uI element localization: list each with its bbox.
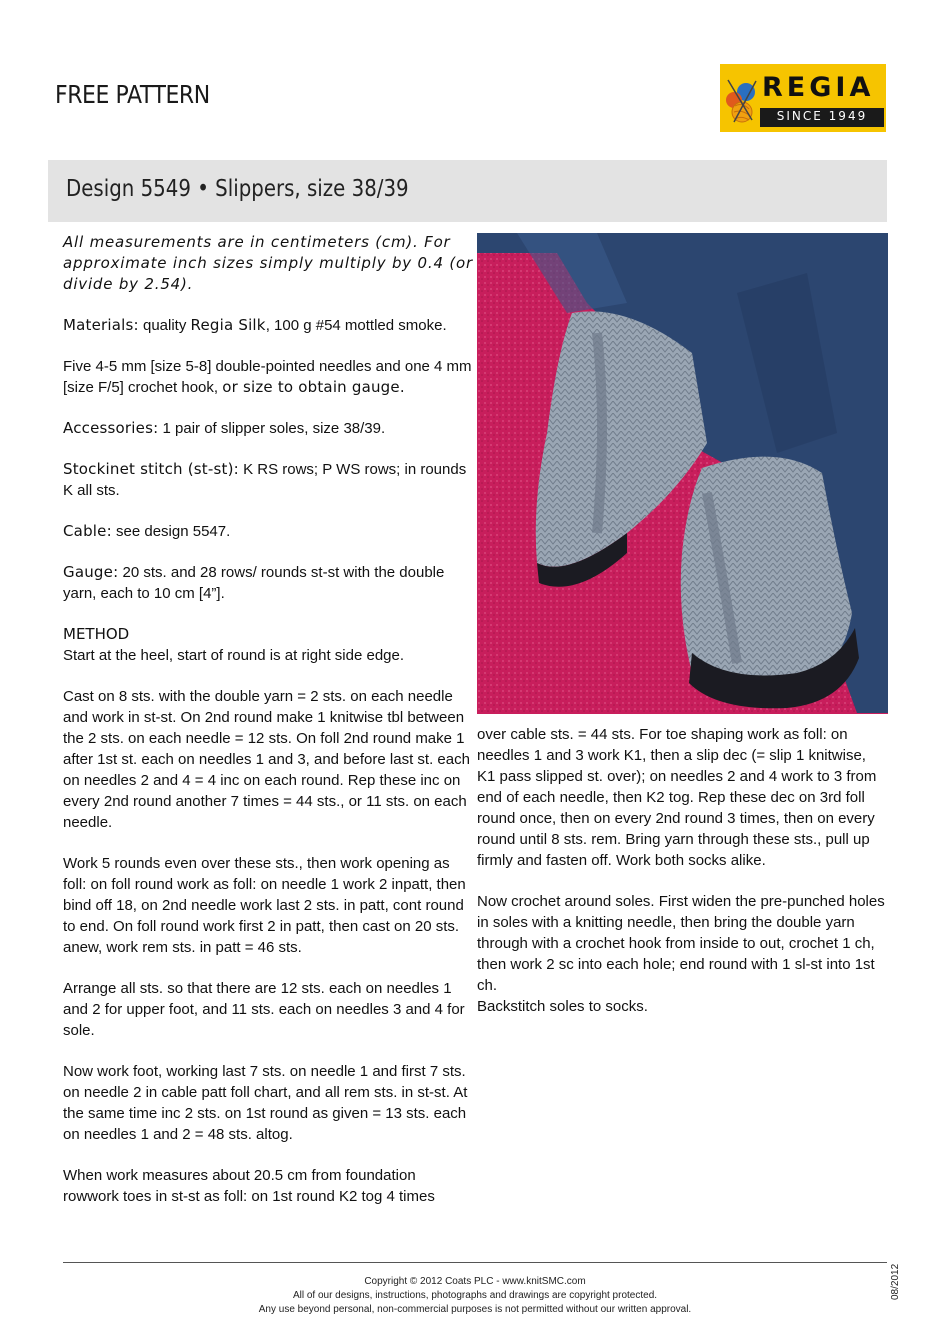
method-paragraph: Backstitch soles to socks. (477, 998, 648, 1015)
right-column (477, 724, 887, 1037)
footer-date: 08/2012 (890, 1263, 901, 1300)
intro-paragraph: All measurements are in centimeters (cm). For approximate inch sizes simply multiply by 0.4 (or divide by 2.54). (63, 233, 473, 293)
stockinet-text: K RS rows; P WS rows; in rounds K all sts. (63, 461, 467, 499)
materials-text-a: quality (138, 317, 191, 334)
footer-usage: Any use beyond personal, non-commercial purposes is not permitted without our written approval. (258, 1304, 692, 1315)
accessories-paragraph (63, 418, 473, 439)
logo-since-text: SINCE 1949 (776, 109, 868, 123)
method-paragraph: Now work foot, working last 7 sts. on needle 1 and first 7 sts. on needle 2 in cable patt foll chart, and all rem sts. in st-st. At the same time inc 2 sts. on 1st round as given = 13 sts. each on needles 1 and 2 = 48 sts. altog. (63, 1063, 468, 1143)
materials-label: Materials: (63, 316, 139, 334)
logo-brand-text: REGIA (762, 72, 875, 103)
slippers-photo (477, 233, 888, 714)
free-pattern-heading: FREE PATTERN (55, 80, 210, 109)
cable-label: Cable: (63, 522, 112, 540)
needles-text: Five 4-5 mm [size 5-8] double-pointed needles and one 4 mm [size F/5] crochet hook, (63, 358, 472, 396)
gauge-paragraph (63, 562, 473, 604)
method-intro: Start at the heel, start of round is at right side edge. (63, 647, 405, 664)
cable-paragraph (63, 521, 473, 542)
materials-quality: Regia Silk (190, 316, 266, 334)
method-paragraph: Work 5 rounds even over these sts., then work opening as foll: on foll round work as foll: on needle 1 work 2 inpatt, then bind off 18, on 2nd needle work last 2 sts. in patt, cont round to end. On foll round work first 2 in patt, then cast on 20 sts. anew, work rem sts. in patt = 46 sts. (63, 855, 466, 956)
method-intro-paragraph (63, 624, 473, 666)
materials-paragraph (63, 315, 473, 336)
method-paragraph: over cable sts. = 44 sts. For toe shaping work as foll: on needles 1 and 3 work K1, then a slip dec (= slip 1 knitwise, K1 pass slipped st. over); on needles 2 and 4 work to 3 from end of each needle, then K2 tog. Rep these dec on 3rd foll round once, then on every 2nd round 3 times, then on every round until 8 sts. rem. Bring yarn through these sts., pull up firmly and fasten off. Work both socks alike. (477, 726, 877, 869)
needles-paragraph (63, 356, 473, 398)
method-label: METHOD (63, 625, 130, 643)
regia-logo (720, 64, 886, 132)
left-column (63, 232, 473, 1227)
footer-rule (63, 1262, 887, 1263)
title-band (48, 160, 887, 222)
accessories-text: 1 pair of slipper soles, size 38/39. (158, 420, 386, 437)
stockinet-label: Stockinet stitch (st-st): (63, 460, 239, 478)
gauge-label: Gauge: (63, 563, 119, 581)
method-paragraph: When work measures about 20.5 cm from foundation rowwork toes in st-st as foll: on 1st round K2 tog 4 times (63, 1167, 435, 1205)
method-paragraph: Arrange all sts. so that there are 12 sts. each on needles 1 and 2 for upper foot, and 11 sts. each on needles 3 and 4 for sole. (63, 980, 465, 1039)
method-paragraph: Cast on 8 sts. with the double yarn = 2 sts. on each needle and work in st-st. On 2nd round make 1 knitwise tbl between the 2 sts. on each needle = 12 sts. On foll 2nd round make 1 after 1st st. each on needles 1 and 3, and before last st. each on needles 2 and 4 = 4 inc on each round. Rep these inc on every 2nd round another 7 times = 44 sts., or 11 sts. on each needle. (63, 688, 470, 831)
footer-copyright: Copyright © 2012 Coats PLC - www.knitSMC.com (364, 1276, 586, 1287)
gauge-text: 20 sts. and 28 rows/ rounds st-st with the double yarn, each to 10 cm [4”]. (63, 564, 445, 602)
materials-text-b: , 100 g #54 mottled smoke. (265, 317, 447, 334)
pattern-title: Design 5549 • Slippers, size 38/39 (66, 176, 409, 202)
cable-text: see design 5547. (111, 523, 231, 540)
footer-protection: All of our designs, instructions, photographs and drawings are copyright protected. (292, 1290, 658, 1301)
footer (63, 1275, 887, 1317)
yarn-balls-icon (722, 78, 762, 130)
method-paragraph: Now crochet around soles. First widen the pre-punched holes in soles with a knitting needle, then bring the double yarn through with a crochet hook from inside to out, crochet 1 ch, then work 2 sc into each hole; end round with 1 sl-st into 1st ch. (477, 893, 885, 994)
logo-since-bar (760, 108, 884, 127)
needles-suffix: or size to obtain gauge. (222, 378, 405, 396)
stockinet-paragraph (63, 459, 473, 501)
accessories-label: Accessories: (63, 419, 159, 437)
